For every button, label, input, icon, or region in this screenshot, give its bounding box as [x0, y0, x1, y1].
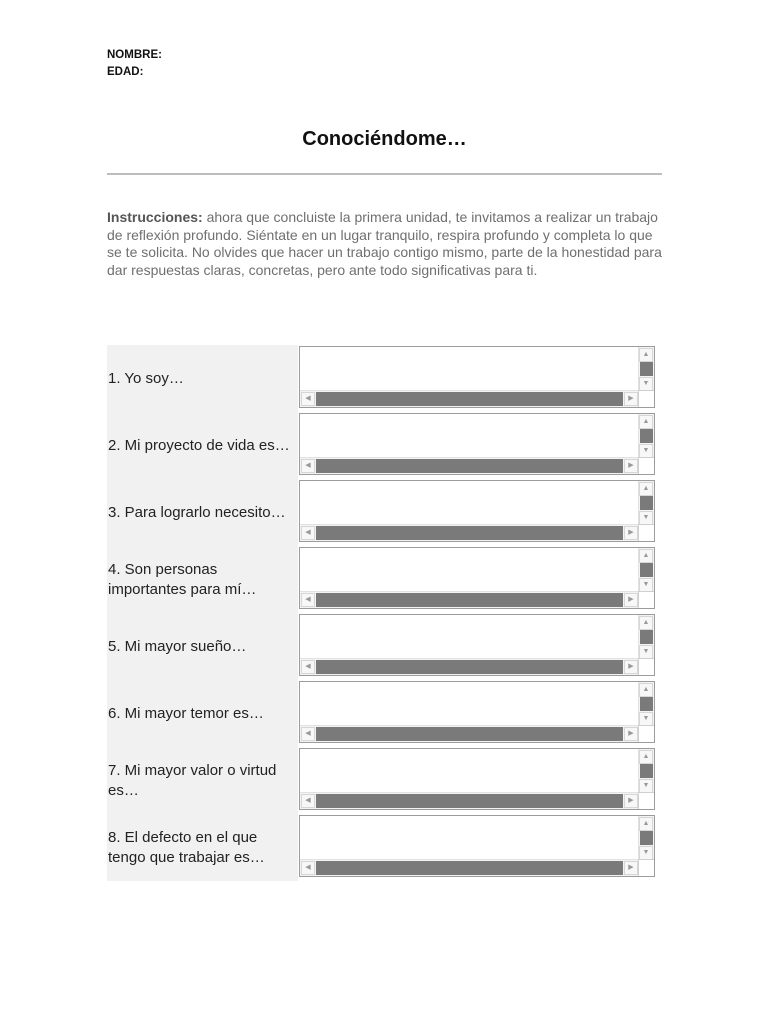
answer-cell	[298, 747, 658, 814]
age-label: EDAD:	[107, 66, 144, 78]
arrow-left-icon[interactable]: ◀	[301, 660, 315, 674]
arrow-left-icon[interactable]: ◀	[301, 526, 315, 540]
answer-textarea[interactable]	[300, 682, 639, 726]
vertical-scrollbar[interactable]	[638, 548, 654, 593]
answer-cell	[298, 412, 658, 479]
arrow-right-icon[interactable]: ▶	[624, 593, 638, 607]
vertical-scrollbar[interactable]	[638, 816, 654, 861]
answer-box	[299, 413, 655, 475]
horizontal-scroll-thumb[interactable]	[316, 861, 623, 875]
answer-box	[299, 681, 655, 743]
answer-cell	[298, 613, 658, 680]
instructions-paragraph	[107, 209, 667, 279]
vertical-scroll-thumb[interactable]	[640, 630, 653, 644]
question-row	[107, 546, 658, 613]
arrow-down-icon[interactable]: ▼	[639, 779, 653, 793]
answer-box	[299, 614, 655, 676]
arrow-right-icon[interactable]: ▶	[624, 861, 638, 875]
name-label: NOMBRE:	[107, 49, 162, 61]
instructions-text: ahora que concluiste la primera unidad, te invitamos a realizar un trabajo de reflexión profundo. Siéntate en un lugar tranquilo, respira profundo y completa lo que se te solicita. No olvides que hacer un trabajo contigo mismo, parte de la honestidad para dar respuestas claras, concretas, pero ante todo significativas para ti.	[107, 209, 662, 278]
vertical-scrollbar[interactable]	[638, 615, 654, 660]
title-divider	[107, 173, 662, 175]
answer-textarea[interactable]	[300, 548, 639, 592]
question-label: 6. Mi mayor temor es…	[107, 680, 298, 747]
arrow-left-icon[interactable]: ◀	[301, 861, 315, 875]
vertical-scroll-thumb[interactable]	[640, 764, 653, 778]
question-row	[107, 680, 658, 747]
horizontal-scroll-thumb[interactable]	[316, 660, 623, 674]
arrow-down-icon[interactable]: ▼	[639, 846, 653, 860]
scroll-corner	[638, 457, 654, 474]
arrow-down-icon[interactable]: ▼	[639, 444, 653, 458]
arrow-up-icon[interactable]: ▲	[639, 415, 653, 429]
answer-textarea[interactable]	[300, 347, 639, 391]
horizontal-scroll-thumb[interactable]	[316, 459, 623, 473]
vertical-scrollbar[interactable]	[638, 481, 654, 526]
horizontal-scrollbar[interactable]	[300, 658, 639, 675]
arrow-left-icon[interactable]: ◀	[301, 727, 315, 741]
arrow-right-icon[interactable]: ▶	[624, 459, 638, 473]
vertical-scrollbar[interactable]	[638, 682, 654, 727]
vertical-scrollbar[interactable]	[638, 749, 654, 794]
answer-textarea[interactable]	[300, 749, 639, 793]
question-label: 4. Son personas importantes para mí…	[107, 546, 298, 613]
scroll-corner	[638, 725, 654, 742]
answer-box	[299, 346, 655, 408]
answer-cell	[298, 479, 658, 546]
arrow-up-icon[interactable]: ▲	[639, 616, 653, 630]
arrow-up-icon[interactable]: ▲	[639, 482, 653, 496]
arrow-down-icon[interactable]: ▼	[639, 645, 653, 659]
answer-cell	[298, 814, 658, 881]
scroll-corner	[638, 524, 654, 541]
question-row	[107, 747, 658, 814]
answer-box	[299, 748, 655, 810]
horizontal-scroll-thumb[interactable]	[316, 727, 623, 741]
horizontal-scrollbar[interactable]	[300, 792, 639, 809]
answer-textarea[interactable]	[300, 414, 639, 458]
arrow-down-icon[interactable]: ▼	[639, 511, 653, 525]
arrow-left-icon[interactable]: ◀	[301, 459, 315, 473]
arrow-up-icon[interactable]: ▲	[639, 549, 653, 563]
horizontal-scrollbar[interactable]	[300, 591, 639, 608]
question-label: 2. Mi proyecto de vida es…	[107, 412, 298, 479]
instructions-lead: Instrucciones:	[107, 209, 203, 225]
student-info	[107, 47, 162, 81]
scroll-corner	[638, 390, 654, 407]
arrow-down-icon[interactable]: ▼	[639, 712, 653, 726]
question-row	[107, 814, 658, 881]
answer-cell	[298, 680, 658, 747]
horizontal-scrollbar[interactable]	[300, 457, 639, 474]
arrow-down-icon[interactable]: ▼	[639, 377, 653, 391]
scroll-corner	[638, 591, 654, 608]
answer-textarea[interactable]	[300, 816, 639, 860]
vertical-scroll-thumb[interactable]	[640, 362, 653, 376]
arrow-left-icon[interactable]: ◀	[301, 794, 315, 808]
answer-box	[299, 815, 655, 877]
scroll-corner	[638, 658, 654, 675]
answer-textarea[interactable]	[300, 481, 639, 525]
horizontal-scrollbar[interactable]	[300, 390, 639, 407]
scroll-corner	[638, 859, 654, 876]
arrow-right-icon[interactable]: ▶	[624, 794, 638, 808]
question-label: 5. Mi mayor sueño…	[107, 613, 298, 680]
arrow-right-icon[interactable]: ▶	[624, 392, 638, 406]
horizontal-scrollbar[interactable]	[300, 859, 639, 876]
arrow-right-icon[interactable]: ▶	[624, 526, 638, 540]
answer-textarea[interactable]	[300, 615, 639, 659]
arrow-left-icon[interactable]: ◀	[301, 392, 315, 406]
arrow-left-icon[interactable]: ◀	[301, 593, 315, 607]
horizontal-scrollbar[interactable]	[300, 725, 639, 742]
arrow-up-icon[interactable]: ▲	[639, 683, 653, 697]
horizontal-scroll-thumb[interactable]	[316, 593, 623, 607]
vertical-scroll-thumb[interactable]	[640, 697, 653, 711]
horizontal-scroll-thumb[interactable]	[316, 526, 623, 540]
vertical-scrollbar[interactable]	[638, 347, 654, 392]
vertical-scroll-thumb[interactable]	[640, 563, 653, 577]
arrow-right-icon[interactable]: ▶	[624, 727, 638, 741]
arrow-up-icon[interactable]: ▲	[639, 750, 653, 764]
question-row	[107, 613, 658, 680]
vertical-scroll-thumb[interactable]	[640, 831, 653, 845]
arrow-up-icon[interactable]: ▲	[639, 817, 653, 831]
question-label: 3. Para lograrlo necesito…	[107, 479, 298, 546]
answer-cell	[298, 546, 658, 613]
vertical-scroll-thumb[interactable]	[640, 496, 653, 510]
vertical-scroll-thumb[interactable]	[640, 429, 653, 443]
horizontal-scrollbar[interactable]	[300, 524, 639, 541]
horizontal-scroll-thumb[interactable]	[316, 392, 623, 406]
question-row	[107, 412, 658, 479]
question-label: 1. Yo soy…	[107, 345, 298, 412]
arrow-down-icon[interactable]: ▼	[639, 578, 653, 592]
arrow-right-icon[interactable]: ▶	[624, 660, 638, 674]
question-row	[107, 345, 658, 412]
answer-box	[299, 547, 655, 609]
page-title: Conociéndome…	[302, 128, 467, 150]
question-table	[107, 345, 658, 881]
horizontal-scroll-thumb[interactable]	[316, 794, 623, 808]
answer-box	[299, 480, 655, 542]
question-row	[107, 479, 658, 546]
question-label: 8. El defecto en el que tengo que trabajar es…	[107, 814, 298, 881]
vertical-scrollbar[interactable]	[638, 414, 654, 459]
question-label: 7. Mi mayor valor o virtud es…	[107, 747, 298, 814]
answer-cell	[298, 345, 658, 412]
scroll-corner	[638, 792, 654, 809]
arrow-up-icon[interactable]: ▲	[639, 348, 653, 362]
